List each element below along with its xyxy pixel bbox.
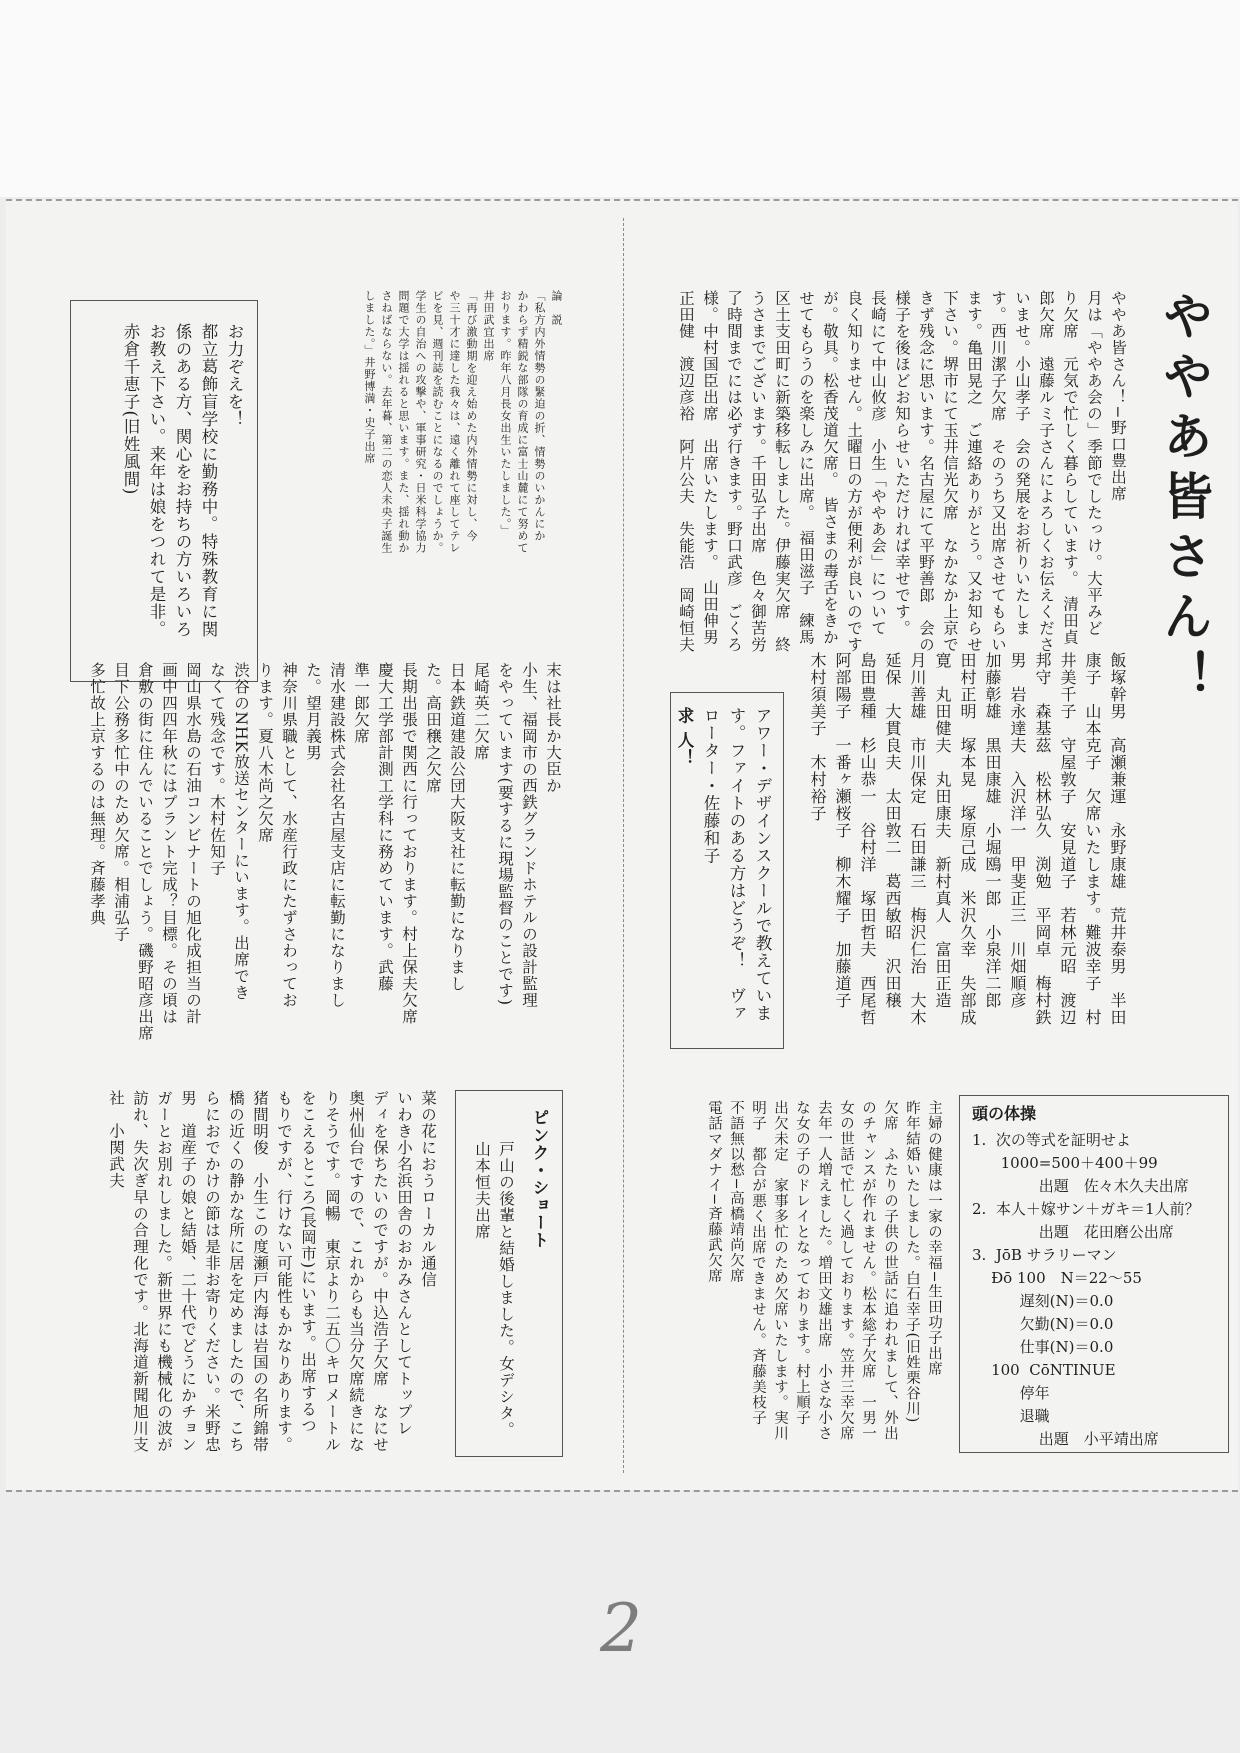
pink-short-box	[455, 1090, 563, 1457]
bottom-dashed-border	[6, 1490, 1238, 1492]
puzzle-line: 1000=500＋400＋99	[972, 1154, 1158, 1172]
puzzle-line: 遅刻(N)＝0.0	[972, 1292, 1114, 1310]
ochikara-text: お力ぞえを！ 都立葛飾盲学校に勤務中。特殊教育に関 係のある方、関心をお持ちの方いろいろ お教え下さい。来年は娘をつれて是非。 赤倉千恵子(旧姓風間)	[121, 323, 244, 638]
top-margin	[0, 0, 1240, 197]
page-number: 2	[600, 1590, 642, 1667]
brain-teaser-heading: 頭の体操	[972, 1104, 1037, 1123]
pink-short-title: ピンク・ショート	[530, 1109, 549, 1249]
puzzle-line: Đō 100 N＝22〜55	[972, 1269, 1142, 1287]
page-title: ややあ皆さん！	[1155, 290, 1214, 710]
shufu-article: 主婦の健康は一家の幸福−生田功子出席 昨年結婚いたしました。白石幸子(旧姓栗谷川) 欠席 ふたりの子供の世話に追われまして、外出 のチャンスが作れません。松本総子欠席 一男一 女の世話で忙しく過しております。笠井三幸欠席 去年一人増えました。増田文雄出席 小さな小さ な女の子のドレイとなっております。村上順子 出欠未定 家事多忙のため欠席いたします。実川 明子 都合が悪く出席できません。斉藤美枝子 不語無以愁−高橋靖尚欠席 電話マダナイ−斉藤武欠席	[706, 1100, 942, 1441]
puzzle-line: 出題 佐々木久夫出席	[972, 1177, 1189, 1195]
puzzle-line: 停年	[972, 1384, 1050, 1402]
puzzle-line: 3. JōB サラリーマン	[972, 1246, 1117, 1264]
kyujin-box	[670, 692, 784, 1049]
center-fold-line	[623, 218, 624, 1473]
shacho-article: 末は社長か大臣か 小生、福岡市の西鉄グランドホテルの設計監理 をやっています(要するに現場監督のことです) 尾崎英二欠席 日本鉄道建設公団大阪支社に転勤になりまし た。高田穣之欠席 長期出張で関西に行っております。村上保夫欠席 慶大工学部計測工学科に務めています。武藤 準一郎欠席 清水建設株式会社名古屋支店に転勤になりまし た。望月義男 神奈川県職として、水産行政にたずさわってお ります。夏八木尚之欠席 渋谷のNHK放送センターにいます。出席でき なくて残念です。木村佐知子 岡山県水島の石油コンビナートの旭化成担当の計 画中四四年秋にはプラント完成？目標。その頃は 倉敷の街に住んでいることでしょう。磯野昭彦出席 目下公務多忙中のため欠席。相浦弘子 多忙故上京するのは無理。斉藤孝典	[88, 662, 562, 1042]
kyujin-title: 求 人！	[675, 707, 694, 767]
attendee-names-list: 飯塚幹男 高瀬兼運 永野康雄 荒井泰男 半田 康子 山本克子 欠席いたします。難波幸子 村 井美千子 守屋敦子 安見道子 若林元昭 渡辺 邦守 森基茲 松林弘久 渕勉 平岡卓 梅村鉄 男 岩永達夫 入沢洋一 甲斐正三 川畑順彦 加藤彰雄 黒田康雄 小堀鴎一郎 小泉洋二郎 田村正明 塚本晃 塚原己成 米沢久幸 失部成 寛 丸田健夫 丸田康夫 新村真人 富田正造 月川善雄 市川保定 石田謙三 梅沢仁治 大木 延保 大貫良夫 太田敦二 葛西敏昭 沢田穣 島田豊種 杉山恭一 谷村洋 塚田哲夫 西尾哲 阿部陽子 一番ヶ瀬桜子 柳木耀子 加藤道子 木村須美子 木村裕子	[808, 652, 1127, 1026]
kyujin-text: アワー・デザインスクールで教えていま す。ファイトのある方はどうぞ！ ヴァ ローター・佐藤和子	[701, 707, 772, 1022]
top-dashed-border	[6, 199, 1238, 201]
puzzle-line: 退職	[972, 1407, 1050, 1425]
puzzle-line: 出題 小平靖出席	[972, 1430, 1159, 1448]
brain-teaser-box	[959, 1095, 1229, 1453]
ochikara-box	[70, 300, 258, 682]
puzzle-line: 100 CōNTINUE	[972, 1361, 1116, 1379]
puzzle-line: 2. 本人＋嫁サン＋ガキ＝1人前？	[972, 1200, 1200, 1218]
puzzle-line: 1. 次の等式を証明せよ	[972, 1131, 1131, 1149]
intro-article: ややあ皆さん！−野口豊出席 月は「ややあ会の」季節でしたっけ。大平みど り欠席 元気で忙しく暮らしています。 清田貞 郎欠席 遠藤ルミ子さんによろしくお伝えくださ いませ。小山孝子 会の発展をお祈りいたしま す。西川潔子欠席 そのうち又出席させてもらい ます。亀田晃之 ご連絡ありがとう。又お知らせ 下さい。堺市にて玉井信光欠席 なかなか上京で きず残念に思います。名古屋にて平野善郎 会の 様子を後ほどお知らせいただければ幸せです。 長崎にて中山攸彦 小生「ややあ会」について 良く知りません。土曜日の方が便利が良いのです が。敬具。松香茂道欠席。 皆さまの毒舌をきか せてもらうのを楽しみに出席。 福田滋子 練馬 区土支田町に新築移転しました。伊藤実欠席 終 うさまでございます。千田弘子出席 色々御苦労 了時間までには必ず行きます。野口武彦 ごくろ 様。中村国臣出席 出席いたします。 山田伸男 正田健 渡辺彦裕 阿片公夫 失能浩 岡崎恒夫	[677, 290, 1127, 653]
puzzle-line: 出題 花田磨公出席	[972, 1223, 1174, 1241]
ronsetsu-article-a: 論 説 「私方内外情勢の緊迫の折、情勢のいかんにか かわらず精鋭な部隊の育成に富士山麓にて努めて おります。昨年八月長女出生いたしました。」 井田武宜出席 「再び激動期を迎え始めた内外情勢に対し、今 や三十才に達した我々は、遠く離れて座してテレ ビを見、週刊誌を読むことになるのでしょうか。 学生の自治への攻撃や、軍事研究・日米科学協力 問題で大学は揺れると思います。また、揺れ動か さねばならない。去年暮、第二の恋人未央子誕生 しました。」井野博満・史子出席	[363, 290, 563, 554]
nanohana-article: 菜の花におうローカル通信 いわき小名浜田舎のおかみさんとしてトップレ ディを保ちたいのですが。中込浩子欠席 なにせ 奥州仙台ですので、これからも当分欠席続きにな りそうです。岡暢 東京より二五〇キロメートル をこえるところ(長岡市)にいます。出席するつ もりですが、行けない可能性もかなりあります。 猪間明俊 小生この度瀬戸内海は岩国の名所錦帯 橋の近くの静かな所に居を定めましたので、こち らにおでかけの節は是非お寄りください。米野忠 男 道産子の娘と結婚、二十代でどうにかチョン ガーとお別れしました。新世界にも機械化の波が 訪れ、失次ぎ早の合理化です。北海道新聞旭川支 社 小関武夫	[107, 1090, 437, 1453]
pink-short-text: 戸山の後輩と結婚しました。女デシタ。 山本恒夫出席	[473, 1141, 515, 1438]
puzzle-line: 欠勤(N)＝0.0	[972, 1315, 1114, 1333]
puzzle-line: 仕事(N)＝0.0	[972, 1338, 1114, 1356]
